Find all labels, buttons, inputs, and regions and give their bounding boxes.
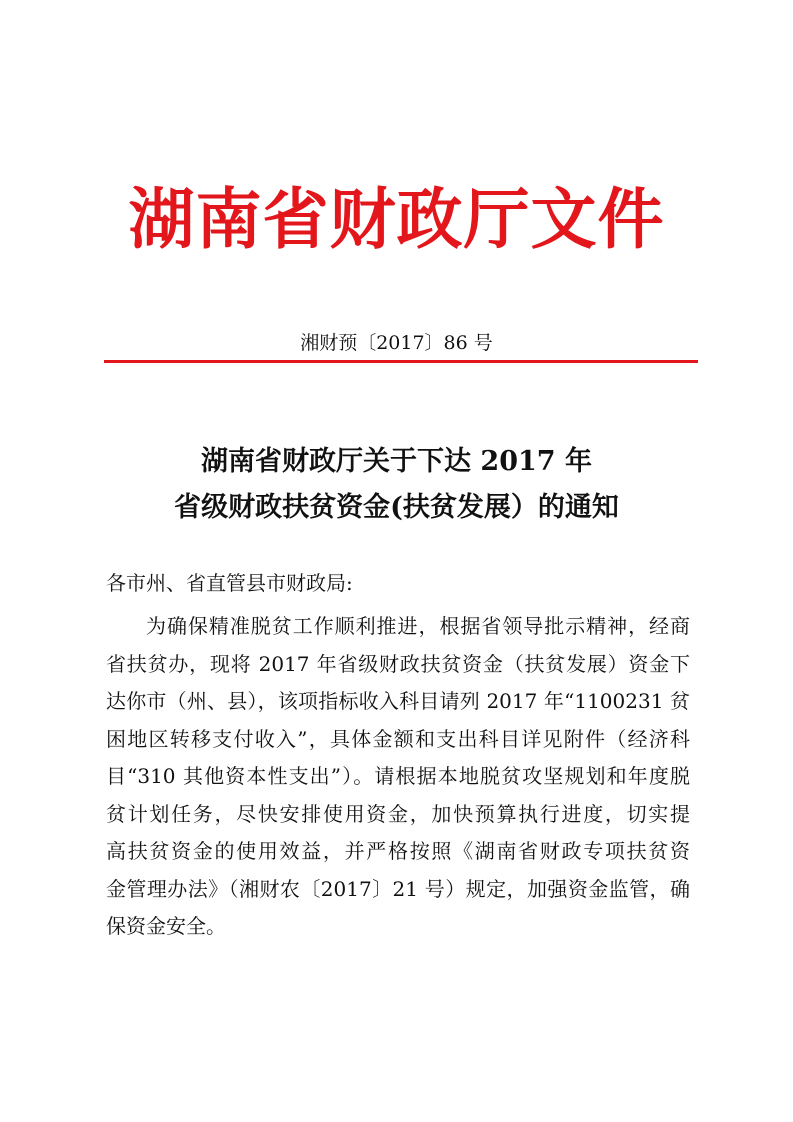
document-number: 湘财预〔2017〕86 号 <box>300 332 493 354</box>
body-line: 省扶贫办，现将 2017 年省级财政扶贫资金（扶贫发展）资金下 <box>106 651 690 676</box>
notice-title-line-2: 省级财政扶贫资金(扶贫发展）的通知 <box>174 492 619 523</box>
body-line: 贫计划任务，尽快安排使用资金，加快预算执行进度，切实提 <box>106 801 690 826</box>
body-paragraph <box>106 608 690 946</box>
red-divider-line <box>104 360 698 363</box>
body-line: 困地区转移支付收入”，具体金额和支出科目详见附件（经济科 <box>106 726 690 751</box>
document-header-title: 湖南省财政厅文件 <box>128 181 665 258</box>
body-line: 为确保精准脱贫工作顺利推进，根据省领导批示精神，经商 <box>146 614 690 638</box>
body-line: 高扶贫资金的使用效益，并严格按照《湖南省财政专项扶贫资 <box>106 839 690 863</box>
body-line: 目“310 其他资本性支出”）。请根据本地脱贫攻坚规划和年度脱 <box>106 764 690 788</box>
notice-title-line-1: 湖南省财政厅关于下达 2017 年 <box>201 446 592 477</box>
body-line: 金管理办法》（湘财农〔2017〕21 号）规定，加强资金监管，确 <box>106 876 690 901</box>
salutation: 各市州、省直管县市财政局: <box>106 571 353 595</box>
body-line: 达你市（州、县），该项指标收入科目请列 2017 年“1100231 贫 <box>106 689 690 713</box>
body-line: 保资金安全。 <box>106 914 226 938</box>
